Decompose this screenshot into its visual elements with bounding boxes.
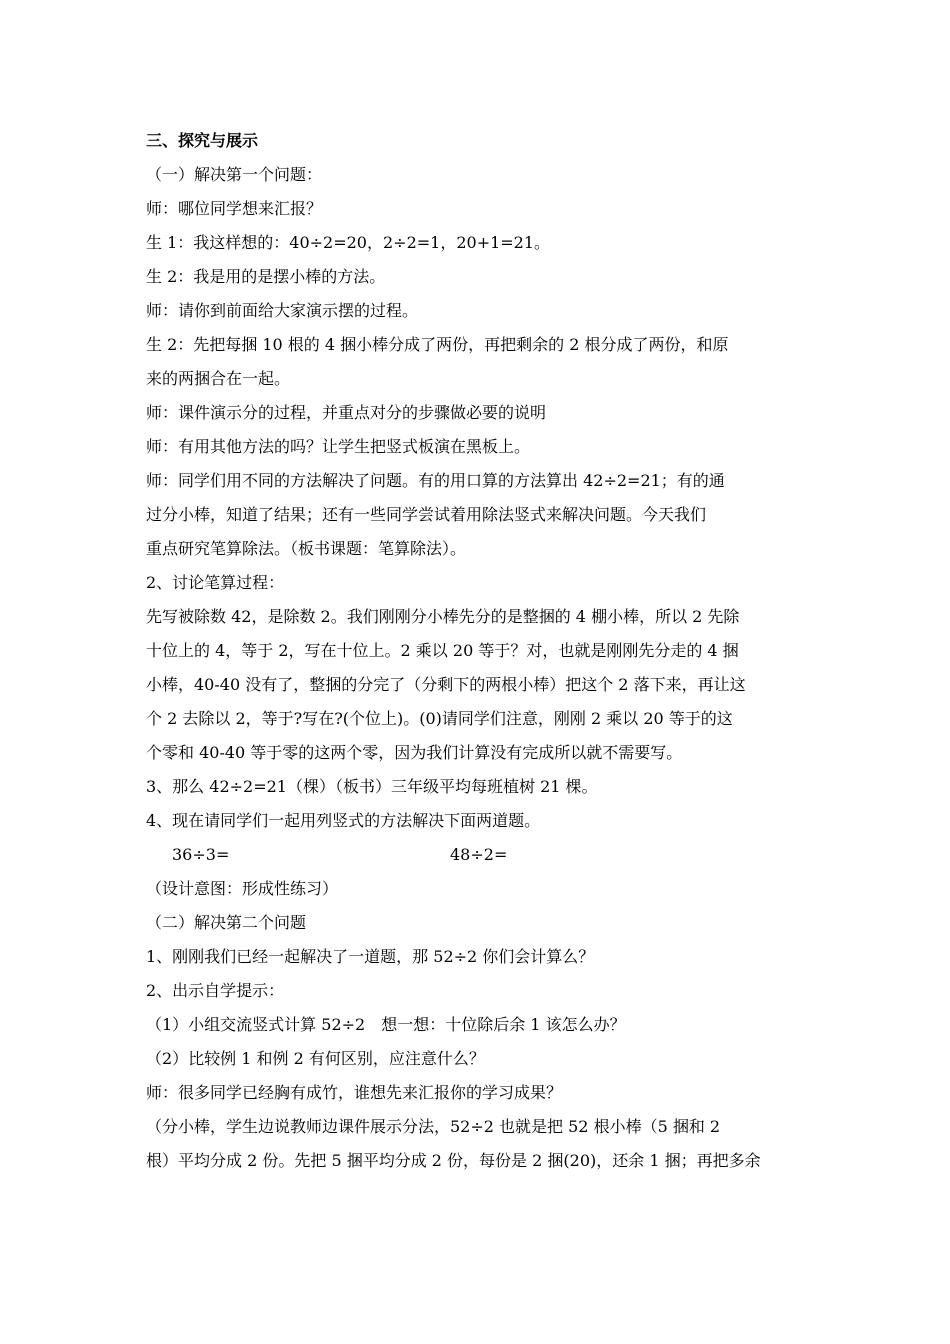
- section-heading: 三、探究与展示: [146, 131, 259, 150]
- text-line: 个 2 去除以 2，等于?写在?(个位上)。(0)请同学们注意，刚刚 2 乘以 20 等于的这: [146, 709, 733, 728]
- text-line: （设计意图：形成性练习）: [146, 879, 339, 898]
- text-line: 小棒，40-40 没有了，整捆的分完了（分剩下的两根小棒）把这个 2 落下来，再让这: [146, 675, 746, 694]
- text-line: 1、刚刚我们已经一起解决了一道题，那 52÷2 你们会计算么？: [146, 947, 595, 966]
- text-line: 4、现在请同学们一起用列竖式的方法解决下面两道题。: [146, 811, 541, 830]
- text-line: 师：哪位同学想来汇报？: [146, 199, 323, 218]
- exercise-row: [146, 838, 816, 872]
- text-line: 十位上的 4，等于 2，写在十位上。2 乘以 20 等于？对，也就是刚刚先分走的 4 捆: [146, 641, 739, 660]
- text-line: 2、出示自学提示：: [146, 981, 285, 1000]
- text-line: （分小棒，学生边说教师边课件展示分法，52÷2 也就是把 52 根小棒（5 捆和 2: [146, 1117, 721, 1136]
- text-line: 2、讨论笔算过程：: [146, 573, 285, 592]
- text-line: 根）平均分成 2 份。先把 5 捆平均分成 2 份，每份是 2 捆(20)，还余 1 捆；再把多余: [146, 1151, 761, 1170]
- text-line: 师：同学们用不同的方法解决了问题。有的用口算的方法算出 42÷2=21；有的通: [146, 471, 725, 490]
- text-line: 师：课件演示分的过程，并重点对分的步骤做必要的说明: [146, 403, 547, 422]
- text-line: （一）解决第一个问题：: [146, 165, 323, 184]
- text-line: 师：有用其他方法的吗？让学生把竖式板演在黑板上。: [146, 437, 531, 456]
- text-line: 生 2：我是用的是摆小棒的方法。: [146, 267, 386, 286]
- text-line: 生 2：先把每捆 10 根的 4 捆小棒分成了两份，再把剩余的 2 根分成了两份，和原: [146, 335, 729, 354]
- text-line: 师：请你到前面给大家演示摆的过程。: [146, 301, 419, 320]
- text-line: 过分小棒，知道了结果；还有一些同学尝试着用除法竖式来解决问题。今天我们: [146, 505, 707, 524]
- document-content: [146, 124, 816, 1178]
- text-line: （2）比较例 1 和例 2 有何区别，应注意什么？: [146, 1049, 485, 1068]
- text-line: 3、那么 42÷2=21（棵）（板书）三年级平均每班植树 21 棵。: [146, 777, 598, 796]
- exercise-a: 36÷3=: [172, 845, 230, 864]
- text-line: 师：很多同学已经胸有成竹，谁想先来汇报你的学习成果？: [146, 1083, 563, 1102]
- text-line: 先写被除数 42，是除数 2。我们刚刚分小棒先分的是整捆的 4 棚小棒，所以 2 先除: [146, 607, 740, 626]
- text-line: （二）解决第二个问题: [146, 913, 307, 932]
- text-line: 重点研究笔算除法。（板书课题：笔算除法）。: [146, 539, 467, 558]
- exercise-b: 48÷2=: [450, 845, 508, 864]
- text-line: 个零和 40-40 等于零的这两个零，因为我们计算没有完成所以就不需要写。: [146, 743, 683, 762]
- text-line: （1）小组交流竖式计算 52÷2 想一想：十位除后余 1 该怎么办？: [146, 1015, 626, 1034]
- text-line: 生 1：我这样想的：40÷2=20，2÷2=1，20+1=21。: [146, 233, 551, 252]
- text-line: 来的两捆合在一起。: [146, 369, 291, 388]
